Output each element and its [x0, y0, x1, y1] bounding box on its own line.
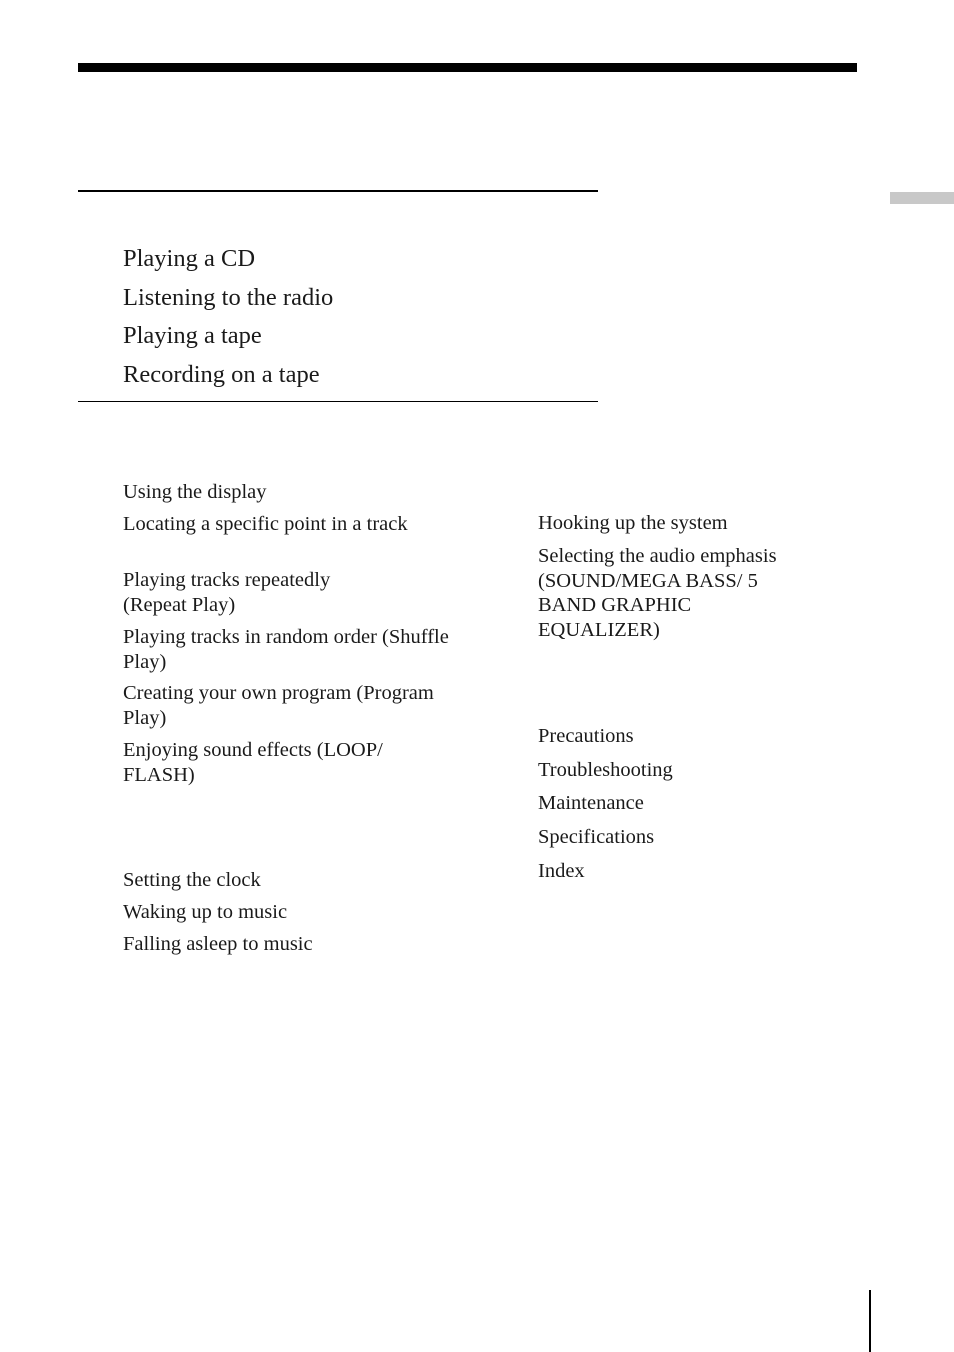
toc-entry[interactable]: Specifications — [538, 826, 655, 848]
basic-section-rule-top — [78, 190, 598, 192]
toc-entry[interactable]: Playing tracks in random order (Shuffle Play) — [123, 626, 449, 673]
toc-entry[interactable]: Locating a specific point in a track — [123, 513, 408, 535]
toc-entry[interactable]: Hooking up the system — [538, 512, 728, 534]
toc-entry[interactable]: Index — [538, 860, 585, 882]
toc-entry[interactable]: Falling asleep to music — [123, 933, 313, 955]
header-rule — [78, 63, 857, 72]
toc-entry[interactable]: Creating your own program (Program Play) — [123, 682, 434, 729]
toc-entry[interactable]: Playing a CD — [123, 245, 256, 272]
toc-entry[interactable]: Waking up to music — [123, 901, 288, 923]
basic-operations-list — [123, 240, 333, 394]
toc-entry[interactable]: Precautions — [538, 725, 634, 747]
toc-entry[interactable]: Recording on a tape — [123, 360, 320, 388]
toc-entry[interactable]: Troubleshooting — [538, 759, 673, 781]
toc-entry[interactable]: Maintenance — [538, 792, 644, 814]
section-thumb-tab — [890, 192, 954, 204]
toc-entry[interactable]: Setting the clock — [123, 869, 261, 891]
page-margin-line — [869, 1290, 871, 1352]
toc-entry[interactable]: Playing tracks repeatedly (Repeat Play) — [123, 569, 331, 616]
toc-entry[interactable]: Listening to the radio — [123, 283, 334, 311]
toc-entry[interactable]: Playing a tape — [123, 322, 262, 349]
toc-entry[interactable]: Using the display — [123, 481, 267, 503]
basic-section-rule-bottom — [78, 401, 598, 402]
toc-entry[interactable]: Selecting the audio emphasis (SOUND/MEGA BASS/ 5 BAND GRAPHIC EQUALIZER) — [538, 545, 777, 641]
toc-entry[interactable]: Enjoying sound effects (LOOP/ FLASH) — [123, 739, 383, 786]
